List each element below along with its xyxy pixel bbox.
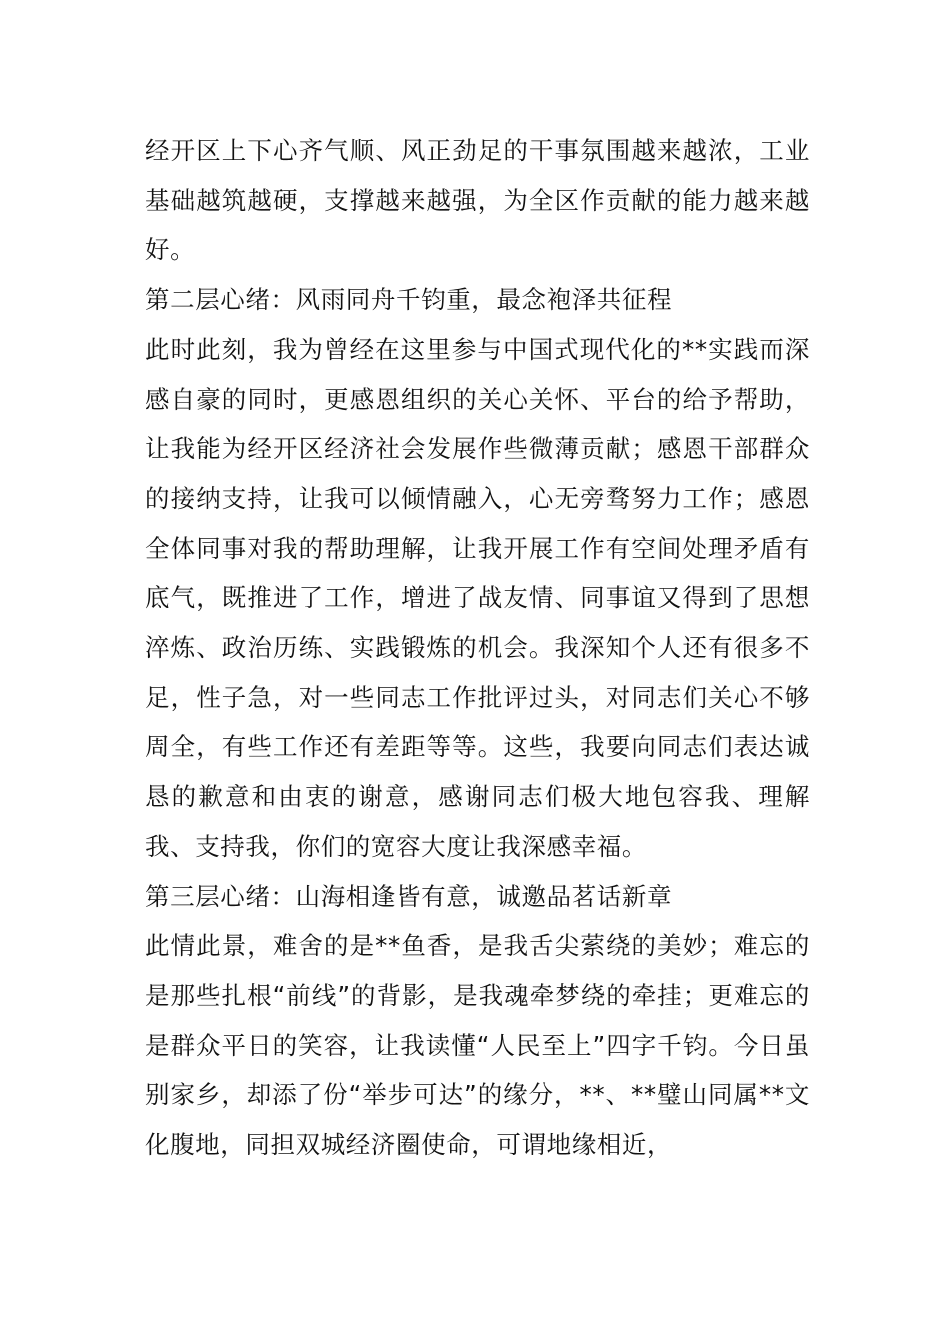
paragraph-farewell: 此情此景，难舍的是**鱼香，是我舌尖萦绕的美妙；难忘的是那些扎根“前线”的背影，是我魂牵梦绕的牵挂；更难忘的是群众平日的笑容，让我读懂“人民至上”四字千钧。今日虽别家乡，却添了份“举步可达”的缘分，**、**璧山同属**文化腹地，同担双城经济圈使命，可谓地缘相近， (145, 931, 810, 1160)
paragraph-continuation: 经开区上下心齐气顺、风正劲足的干事氛围越来越浓，工业基础越筑越硬，支撑越来越强，为全区作贡献的能力越来越好。 (145, 136, 810, 265)
section-heading-3: 第三层心绪：山海相逢皆有意，诚邀品茗话新章 (145, 881, 673, 911)
section-heading-2: 第二层心绪：风雨同舟千钧重，最念袍泽共征程 (145, 285, 673, 315)
document-body (145, 126, 810, 1170)
paragraph-gratitude: 此时此刻，我为曾经在这里参与中国式现代化的**实践而深感自豪的同时，更感恩组织的关心关怀、平台的给予帮助，让我能为经开区经济社会发展作些微薄贡献；感恩干部群众的接纳支持，让我可以倾情融入，心无旁骛努力工作；感恩全体同事对我的帮助理解，让我开展工作有空间处理矛盾有底气，既推进了工作，增进了战友情、同事谊又得到了思想淬炼、政治历练、实践锻炼的机会。我深知个人还有很多不足，性子急，对一些同志工作批评过头，对同志们关心不够周全，有些工作还有差距等等。这些，我要向同志们表达诚恳的歉意和由衷的谢意，感谢同志们极大地包容我、理解我、支持我，你们的宽容大度让我深感幸福。 (145, 334, 810, 861)
